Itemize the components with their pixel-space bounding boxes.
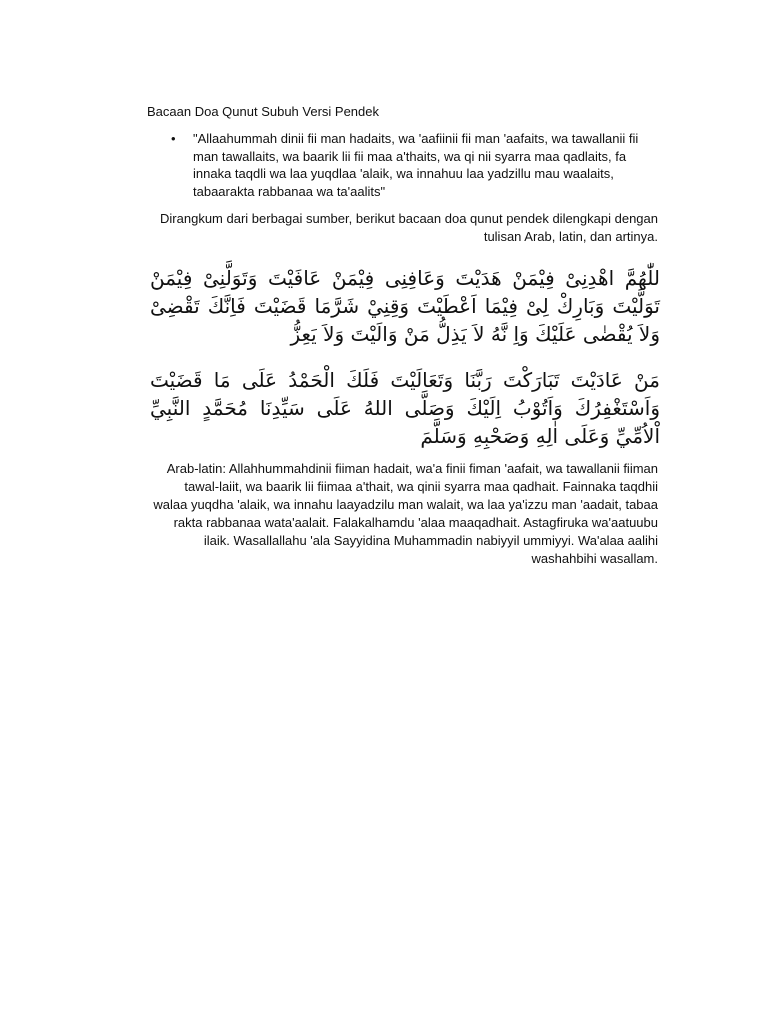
arabic-paragraph-1: للّٰهُمَّ اهْدِنِىْ فِيْمَنْ هَدَيْتَ وَعَافِنِى فِيْمَنْ عَافَيْتَ وَتَوَلَّنِىْ فِيْمَنْ تَوَلَّيْتَ وَبَارِكْ لِىْ فِيْمَا اَعْطَيْتَ وَقِنِيْ شَرَّمَا قَضَيْتَ فَاِنَّكَ تَقْضِىْ وَلاَ يُقْضٰى عَلَيْكَ وَاِ نَّهُ لاَ يَذِلُّ مَنْ وَالَيْتَ وَلاَ يَعِزُّ	[150, 266, 660, 346]
document-heading: Bacaan Doa Qunut Subuh Versi Pendek	[147, 104, 379, 119]
bullet-icon: •	[171, 131, 176, 146]
bullet-text: "Allaahummah dinii fii man hadaits, wa 'aafiinii fii man 'aafaits, wa tawallanii fii man tawallaits, wa baarik lii fii maa a'thaits, wa qi nii syarra maa qadlaits, fa innaka taqdli wa laa yuqdlaa 'alaik, wa innahuu laa yadzillu mau waalaits, tabaarakta rabbanaa wa ta'aalits"	[193, 131, 639, 199]
arabic-paragraph-2: مَنْ عَادَيْتَ تَبَارَكْتَ رَبَّنَا وَتَعَالَيْتَ فَلَكَ الْحَمْدُ عَلَى مَا قَضَيْتَ وَاَسْتَغْفِرُكَ وَاَتُوْبُ اِلَيْكَ وَصَلَّى اللهُ عَلَى سَيِّدِنَا مُحَمَّدٍ النَّبِيِّ اْلاُمِّيِّ وَعَلَى اٰلِهِ وَصَحْبِهِ وَسَلَّمَ	[150, 368, 660, 448]
list-item	[171, 130, 663, 200]
latin-transliteration-paragraph: Arab-latin: Allahhummahdinii fiiman hadait, wa'a finii fiman 'aafait, wa tawallanii fiiman tawal-laiit, wa baarik lii fiimaa a'thait, wa qinii syarra maa qadhait. Fainnaka taqdhii walaa yuqdha 'alaik, wa innahu laayadzilu man walait, wa laa ya'izzu man 'aadait, tabaa rakta rabbanaa wata'aalait. Falakalhamdu 'alaa maaqadhait. Astagfiruka wa'aatuubu ilaik. Wasallallahu 'ala Sayyidina Muhammadin nabiyyil ummiyyi. Wa'alaa aalihi washahbihi wasallam.	[153, 461, 658, 566]
bullet-list	[171, 130, 663, 200]
intro-paragraph: Dirangkum dari berbagai sumber, berikut bacaan doa qunut pendek dilengkapi dengan tulisan Arab, latin, dan artinya.	[160, 211, 658, 244]
